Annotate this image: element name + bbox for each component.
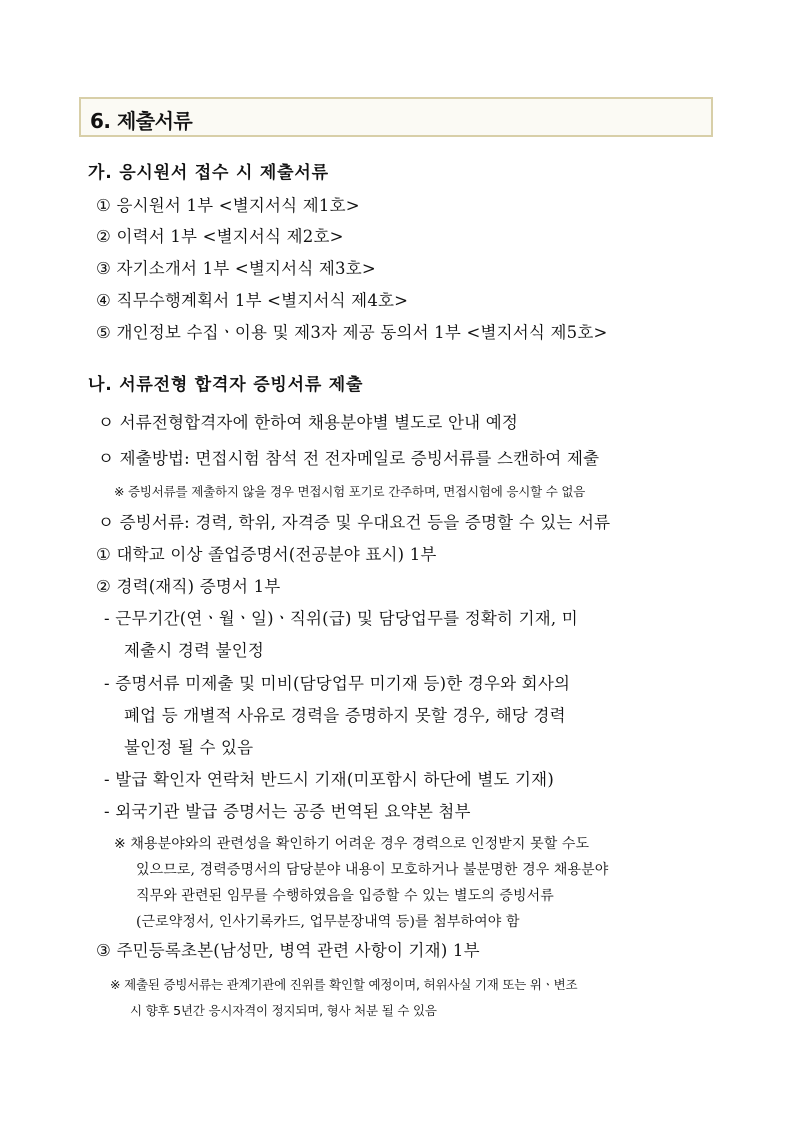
list-marker: ② xyxy=(96,227,111,246)
bullet-marker: ㅇ xyxy=(98,413,115,432)
note-text: 제출된 증빙서류는 관계기관에 진위를 확인할 예정이며, 허위사실 기재 또는 위ㆍ변조 xyxy=(124,977,578,992)
note-text-continued: 시 향후 5년간 응시자격이 정지되며, 형사 처분 될 수 있음 xyxy=(130,1003,437,1018)
note-marker: ※ xyxy=(114,836,126,852)
list-marker: ④ xyxy=(96,291,111,310)
note-item xyxy=(110,975,577,995)
list-item-text: 이력서 1부 <별지서식 제2호> xyxy=(116,227,344,246)
list-item-text: 개인정보 수집ㆍ이용 및 제3자 제공 동의서 1부 <별지서식 제5호> xyxy=(116,323,608,342)
bullet-marker: ㅇ xyxy=(98,513,115,532)
list-item xyxy=(96,196,360,216)
bullet-text: 제출방법: 면접시험 참석 전 전자메일로 증빙서류를 스캔하여 제출 xyxy=(119,449,600,468)
dash-text-continued: 제출시 경력 불인정 xyxy=(124,641,265,660)
list-marker: ⑤ xyxy=(96,323,111,342)
dash-marker: - xyxy=(104,770,110,789)
list-marker: ① xyxy=(96,545,111,564)
bullet-item xyxy=(98,513,610,533)
list-item xyxy=(96,941,480,961)
bullet-marker: ㅇ xyxy=(98,449,115,468)
list-item xyxy=(96,259,376,279)
dash-item xyxy=(104,674,570,694)
bullet-item xyxy=(98,413,518,433)
list-item-text: 직무수행계획서 1부 <별지서식 제4호> xyxy=(116,291,409,310)
list-item xyxy=(96,227,344,247)
section-title: 6. 제출서류 xyxy=(90,109,193,133)
list-item-text: 경력(재직) 증명서 1부 xyxy=(116,577,281,596)
note-item xyxy=(114,834,589,854)
list-marker: ③ xyxy=(96,941,111,960)
list-item-text: 주민등록초본(남성만, 병역 관련 사항이 기재) 1부 xyxy=(116,941,480,960)
dash-text-continued: 폐업 등 개별적 사유로 경력을 증명하지 못할 경우, 해당 경력 xyxy=(124,706,566,725)
dash-text: 외국기관 발급 증명서는 공증 번역된 요약본 첨부 xyxy=(115,802,471,821)
list-item xyxy=(96,577,280,597)
dash-marker: - xyxy=(104,609,110,628)
section-header-box xyxy=(79,97,713,137)
dash-item xyxy=(104,609,578,629)
list-item-text: 자기소개서 1부 <별지서식 제3호> xyxy=(116,259,376,278)
note-text-continued: 있으므로, 경력증명서의 담당분야 내용이 모호하거나 불분명한 경우 채용분야 xyxy=(136,862,609,878)
dash-item xyxy=(104,770,554,790)
dash-item xyxy=(104,802,471,822)
dash-text: 증명서류 미제출 및 미비(담당업무 미기재 등)한 경우와 회사의 xyxy=(115,674,571,693)
note-text-continued: 직무와 관련된 임무를 수행하였음을 입증할 수 있는 별도의 증빙서류 xyxy=(136,888,554,904)
dash-text-continued: 불인정 될 수 있음 xyxy=(124,738,254,757)
list-item xyxy=(96,323,608,343)
dash-marker: - xyxy=(104,674,110,693)
list-item-text: 응시원서 1부 <별지서식 제1호> xyxy=(116,196,360,215)
list-item xyxy=(96,545,437,565)
part-a-heading: 가. 응시원서 접수 시 제출서류 xyxy=(88,163,329,183)
dash-text: 근무기간(연ㆍ월ㆍ일)ㆍ직위(급) 및 담당업무를 정확히 기재, 미 xyxy=(115,609,578,628)
dash-marker: - xyxy=(104,802,110,821)
bullet-item xyxy=(98,449,599,469)
list-item-text: 대학교 이상 졸업증명서(전공분야 표시) 1부 xyxy=(116,545,437,564)
list-marker: ③ xyxy=(96,259,111,278)
part-b-heading: 나. 서류전형 합격자 증빙서류 제출 xyxy=(88,375,364,395)
note-text: ※ 증빙서류를 제출하지 않을 경우 면접시험 포기로 간주하며, 면접시험에 응시할 수 없음 xyxy=(114,484,586,499)
bullet-text: 증빙서류: 경력, 학위, 자격증 및 우대요건 등을 증명할 수 있는 서류 xyxy=(119,513,611,532)
dash-text: 발급 확인자 연락처 반드시 기재(미포함시 하단에 별도 기재) xyxy=(115,770,554,789)
list-marker: ① xyxy=(96,196,111,215)
list-marker: ② xyxy=(96,577,111,596)
note-text: 채용분야와의 관련성을 확인하기 어려운 경우 경력으로 인정받지 못할 수도 xyxy=(130,836,590,852)
list-item xyxy=(96,291,408,311)
note-marker: ※ xyxy=(110,977,121,992)
bullet-text: 서류전형합격자에 한하여 채용분야별 별도로 안내 예정 xyxy=(119,413,519,432)
note-text-continued: (근로약정서, 인사기록카드, 업무분장내역 등)를 첨부하여야 함 xyxy=(136,914,520,930)
